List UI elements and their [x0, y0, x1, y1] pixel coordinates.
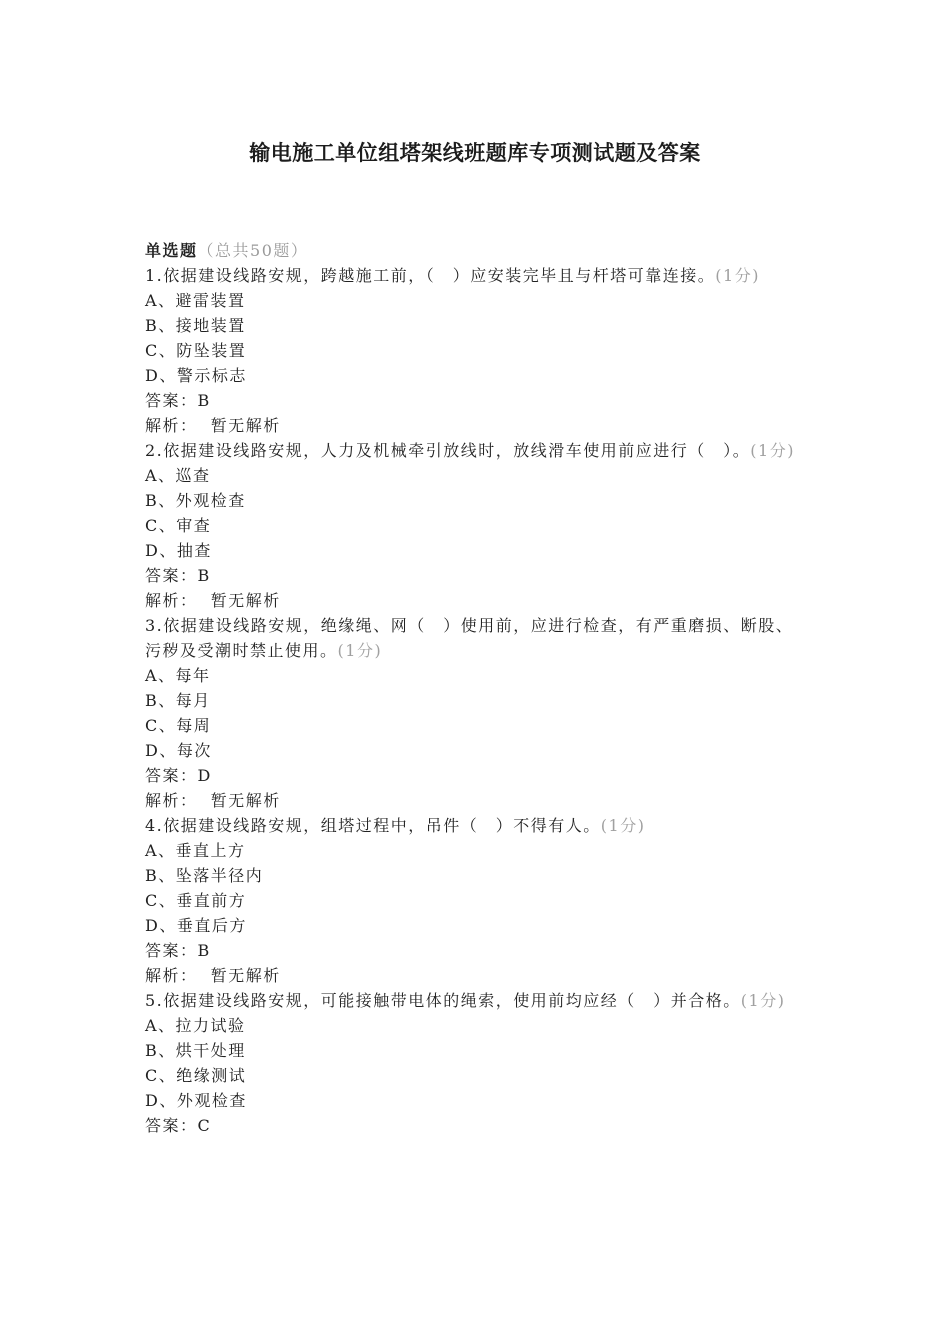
section-heading-label: 单选题: [145, 241, 198, 260]
question-stem: [145, 263, 810, 288]
question-text: 3.依据建设线路安规，绝缘绳、网（ ）使用前，应进行检查，有严重磨损、断股、污秽及受潮时禁止使用。: [145, 616, 794, 660]
answer-label: 答案：: [145, 766, 198, 785]
section-heading: [145, 238, 810, 263]
option-d: D、抽查: [145, 541, 212, 560]
option-a: A、巡查: [145, 466, 211, 485]
question-score: (1分): [337, 641, 383, 660]
question-stem: [145, 613, 810, 663]
question-item: [145, 263, 810, 438]
question-score: (1分): [740, 991, 786, 1010]
analysis-label: 解析：: [145, 591, 198, 610]
analysis-line: [145, 788, 810, 813]
document-title: 输电施工单位组塔架线班题库专项测试题及答案: [249, 140, 701, 165]
question-score: (1分): [600, 816, 646, 835]
analysis-line: [145, 413, 810, 438]
answer-label: 答案：: [145, 1116, 198, 1135]
analysis-label: 解析：: [145, 966, 198, 985]
question-item: [145, 813, 810, 988]
answer-line: [145, 563, 810, 588]
option-c: C、防坠装置: [145, 341, 247, 360]
option-b: B、外观检查: [145, 491, 246, 510]
answer-line: [145, 938, 810, 963]
option-a: A、每年: [145, 666, 211, 685]
option-c: C、垂直前方: [145, 891, 247, 910]
option-c: C、每周: [145, 716, 212, 735]
question-score: (1分): [715, 266, 760, 285]
option-b: B、接地装置: [145, 316, 246, 335]
question-stem: [145, 988, 810, 1013]
answer-label: 答案：: [145, 941, 198, 960]
answer-line: [145, 1113, 810, 1138]
answer-value: D: [197, 766, 212, 785]
analysis-value: 暂无解析: [210, 966, 281, 985]
option-a: A、避雷装置: [145, 291, 246, 310]
analysis-label: 解析：: [145, 416, 198, 435]
question-text: 5.依据建设线路安规，可能接触带电体的绳索，使用前均应经（ ）并合格。: [145, 991, 741, 1010]
option-a: A、垂直上方: [145, 841, 246, 860]
option-b: B、烘干处理: [145, 1041, 246, 1060]
answer-label: 答案：: [145, 566, 198, 585]
option-c: C、绝缘测试: [145, 1066, 247, 1085]
question-text: 1.依据建设线路安规，跨越施工前，（ ）应安装完毕且与杆塔可靠连接。: [145, 266, 716, 285]
option-d: D、每次: [145, 741, 212, 760]
answer-value: B: [197, 391, 211, 410]
question-score: (1分): [750, 441, 795, 460]
analysis-label: 解析：: [145, 791, 198, 810]
answer-value: B: [197, 566, 211, 585]
question-text: 4.依据建设线路安规，组塔过程中，吊件（ ）不得有人。: [145, 816, 601, 835]
question-item: [145, 438, 810, 613]
question-item: [145, 988, 810, 1138]
option-c: C、审查: [145, 516, 212, 535]
answer-value: B: [197, 941, 211, 960]
option-d: D、垂直后方: [145, 916, 247, 935]
option-d: D、警示标志: [145, 366, 247, 385]
section-heading-note: （总共50题）: [197, 241, 309, 260]
question-item: [145, 613, 810, 813]
question-list: [145, 238, 810, 1138]
question-stem: [145, 813, 810, 838]
option-b: B、坠落半径内: [145, 866, 264, 885]
analysis-line: [145, 963, 810, 988]
analysis-value: 暂无解析: [210, 416, 281, 435]
answer-line: [145, 763, 810, 788]
question-text: 2.依据建设线路安规，人力及机械牵引放线时，放线滑车使用前应进行（ ）。: [145, 441, 751, 460]
option-b: B、每月: [145, 691, 211, 710]
option-d: D、外观检查: [145, 1091, 247, 1110]
question-stem: [145, 438, 810, 463]
answer-value: C: [197, 1116, 212, 1135]
analysis-value: 暂无解析: [210, 791, 281, 810]
answer-label: 答案：: [145, 391, 198, 410]
analysis-line: [145, 588, 810, 613]
answer-line: [145, 388, 810, 413]
analysis-value: 暂无解析: [210, 591, 281, 610]
option-a: A、拉力试验: [145, 1016, 246, 1035]
